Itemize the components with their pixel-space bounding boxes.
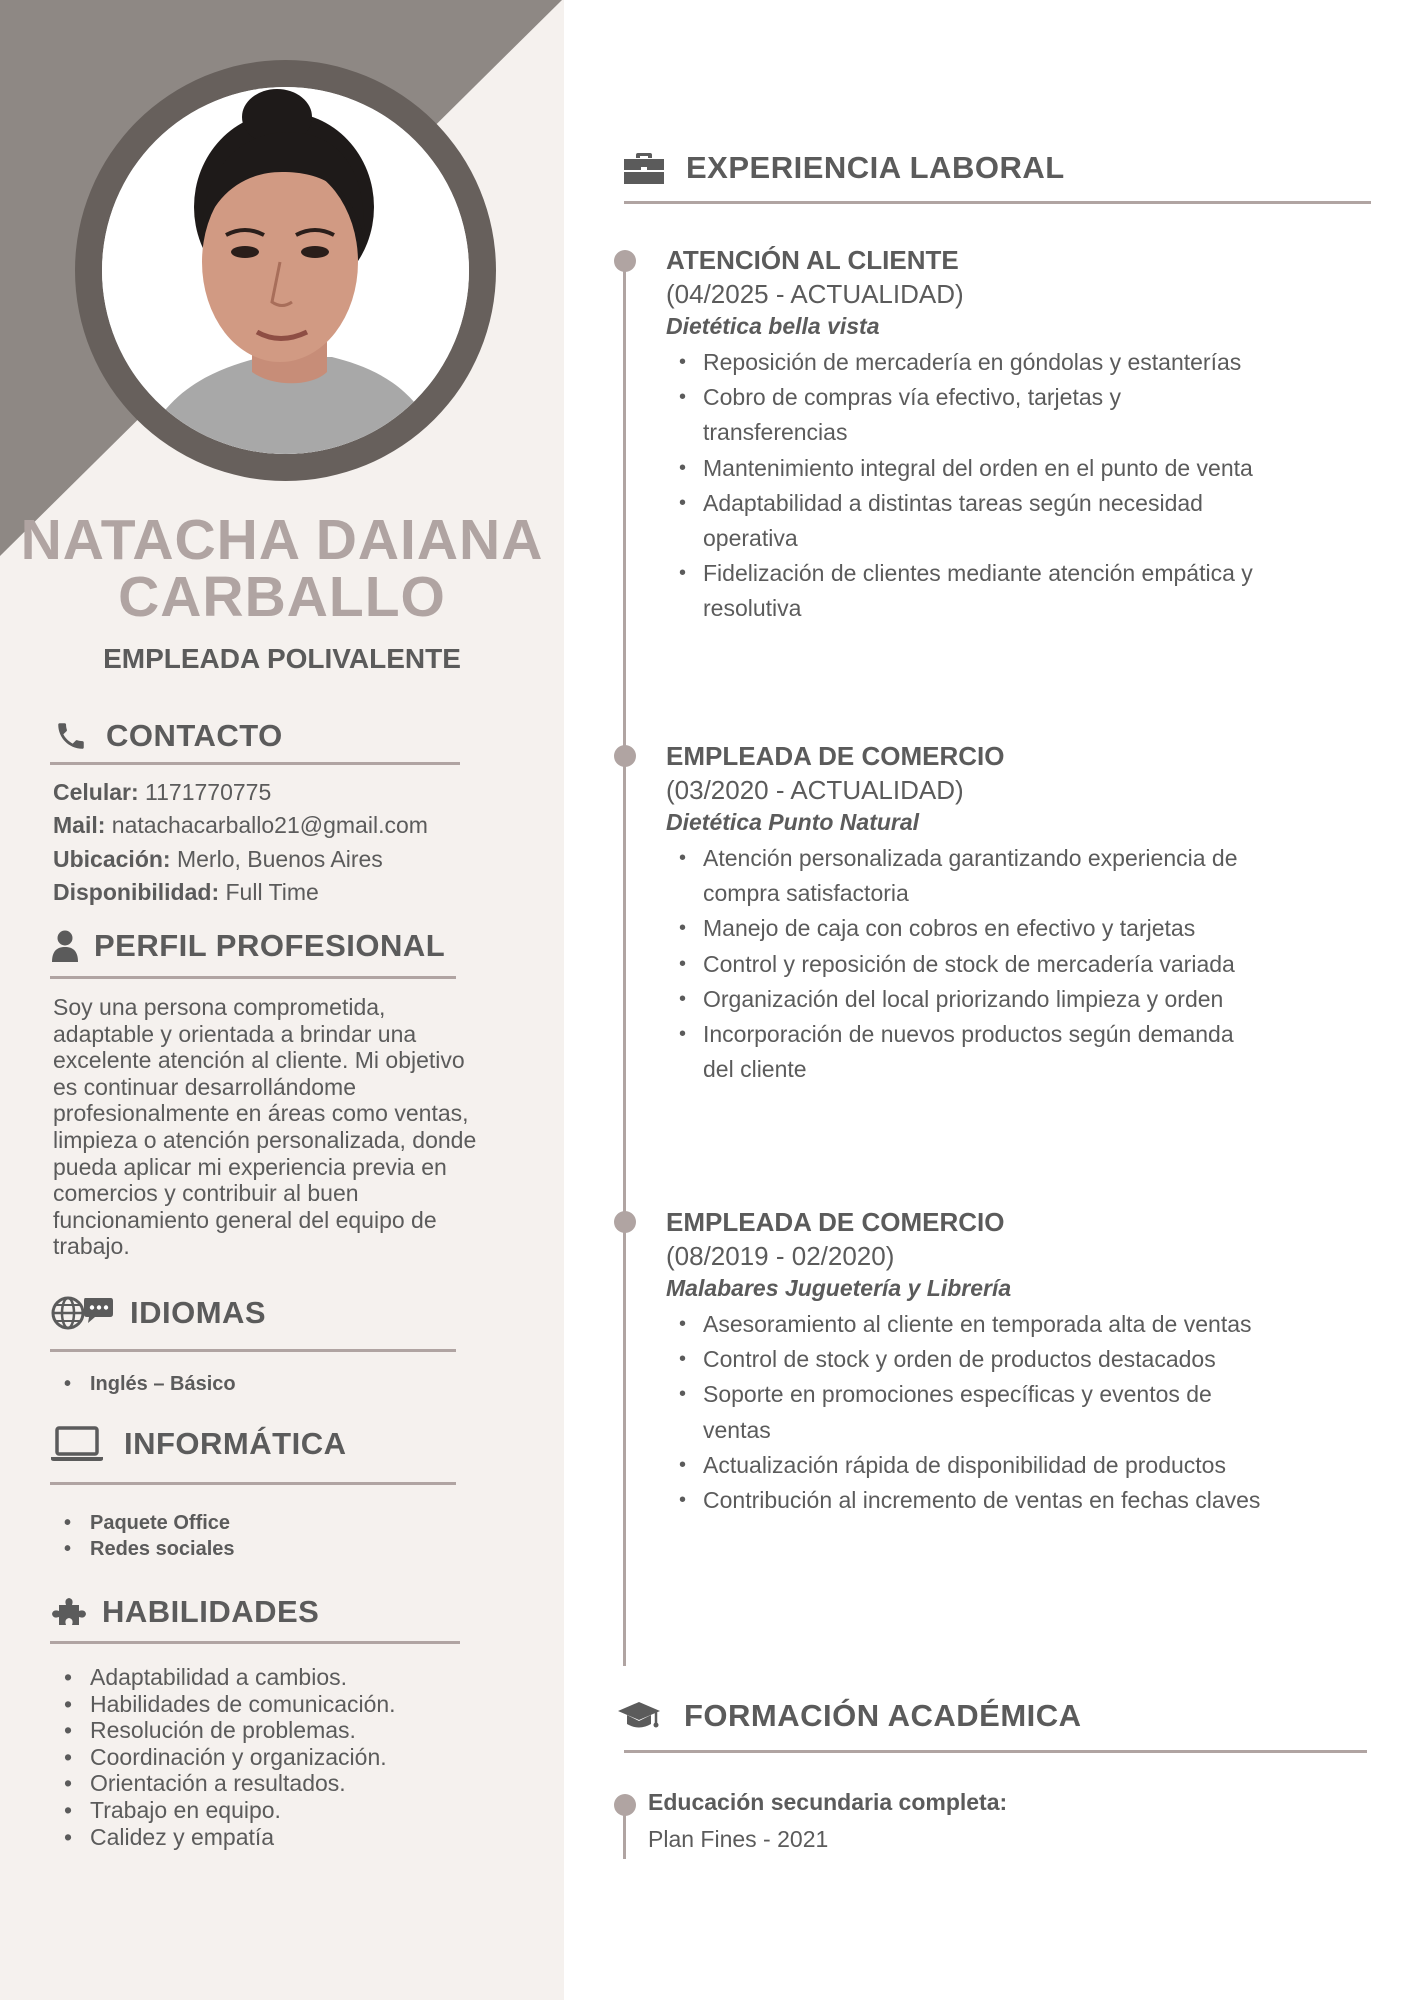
job-entry (666, 1205, 1266, 1518)
location-value: Merlo, Buenos Aires (176, 846, 383, 872)
experience-divider (624, 201, 1371, 204)
graduation-cap-icon (618, 1700, 660, 1732)
languages-title: IDIOMAS (130, 1295, 267, 1330)
contact-divider (50, 762, 460, 765)
laptop-icon (50, 1426, 104, 1462)
languages-heading (50, 1295, 460, 1331)
job-bullet: • Fidelización de clientes mediante atención empática y resolutiva (666, 556, 1266, 626)
job-bullet: • Soporte en promociones específicas y eventos de ventas (666, 1377, 1266, 1447)
job-entry (666, 243, 1266, 627)
job-dates: (03/2020 - ACTUALIDAD) (666, 775, 964, 805)
contact-phone (53, 779, 271, 806)
language-item: • Inglés – Básico (60, 1371, 236, 1397)
experience-heading (624, 150, 1065, 186)
job-bullet: • Asesoramiento al cliente en temporada alta de ventas (666, 1307, 1266, 1342)
location-label: Ubicación: (53, 846, 171, 872)
skill-item: • Trabajo en equipo. (60, 1797, 396, 1824)
contact-heading (50, 718, 460, 754)
briefcase-icon (624, 151, 664, 185)
skill-item: • Coordinación y organización. (60, 1744, 396, 1771)
job-bullet: • Control y reposición de stock de mercadería variada (666, 947, 1266, 982)
phone-label: Celular: (53, 779, 139, 805)
job-bullet: • Organización del local priorizando limpieza y orden (666, 982, 1266, 1017)
portrait-illustration (102, 87, 469, 454)
name-line-1: NATACHA DAIANA (20, 508, 544, 572)
contact-availability (53, 879, 319, 906)
computing-list (60, 1510, 235, 1562)
job-bullet: • Mantenimiento integral del orden en el punto de venta (666, 451, 1266, 486)
puzzle-icon (50, 1594, 92, 1630)
timeline-dot (614, 250, 636, 272)
globe-chat-icon (50, 1295, 114, 1331)
computing-item: • Paquete Office (60, 1510, 235, 1536)
job-bullets (666, 345, 1266, 627)
job-bullets (666, 841, 1266, 1087)
job-company: Dietética bella vista (666, 313, 880, 339)
job-bullet: • Control de stock y orden de productos destacados (666, 1342, 1266, 1377)
avatar (102, 87, 469, 454)
computing-heading (50, 1426, 460, 1462)
computing-item: • Redes sociales (60, 1536, 235, 1562)
skill-item: • Habilidades de comunicación. (60, 1691, 396, 1718)
job-bullet: • Manejo de caja con cobros en efectivo y tarjetas (666, 911, 1266, 946)
phone-icon (50, 718, 92, 754)
job-bullet: • Contribución al incremento de ventas en fechas claves (666, 1483, 1266, 1518)
contact-mail (53, 812, 428, 839)
job-bullet: • Atención personalizada garantizando experiencia de compra satisfactoria (666, 841, 1266, 911)
job-bullet: • Incorporación de nuevos productos según demanda del cliente (666, 1017, 1266, 1087)
full-name (0, 508, 564, 629)
job-dates: (08/2019 - 02/2020) (666, 1241, 895, 1271)
job-bullet: • Adaptabilidad a distintas tareas según necesidad operativa (666, 486, 1266, 556)
job-company: Malabares Juguetería y Librería (666, 1275, 1012, 1301)
skill-item: • Adaptabilidad a cambios. (60, 1664, 396, 1691)
experience-timeline (623, 256, 626, 1666)
skills-divider (50, 1641, 460, 1644)
timeline-dot (614, 1794, 636, 1816)
availability-value: Full Time (225, 879, 319, 905)
timeline-dot (614, 745, 636, 767)
job-title: EMPLEADA DE COMERCIO (666, 1207, 1005, 1237)
languages-list (60, 1371, 236, 1397)
skills-list (60, 1664, 396, 1850)
job-title: ATENCIÓN AL CLIENTE (666, 245, 959, 275)
profile-text: Soy una persona comprometida, adaptable y orientada a brindar una excelente atención al cliente. Mi objetivo es continuar desarrollándome profesionalmente en áreas como ventas, limpieza o atención personalizada, donde pueda aplicar mi experiencia previa en comercios y contribuir al buen funcionamiento general del equipo de trabajo. (53, 994, 477, 1260)
job-entry (666, 739, 1266, 1087)
job-bullets (666, 1307, 1266, 1518)
sidebar (0, 0, 564, 2000)
computing-title: INFORMÁTICA (124, 1426, 347, 1461)
skill-item: • Calidez y empatía (60, 1824, 396, 1851)
profile-heading (50, 928, 460, 964)
education-detail: Plan Fines - 2021 (648, 1826, 829, 1852)
experience-title: EXPERIENCIA LABORAL (686, 150, 1065, 185)
user-icon (50, 928, 80, 964)
profile-title: PERFIL PROFESIONAL (94, 928, 446, 963)
profile-divider (50, 976, 456, 979)
job-bullet: • Reposición de mercadería en góndolas y estanterías (666, 345, 1266, 380)
skill-item: • Resolución de problemas. (60, 1717, 396, 1744)
mail-label: Mail: (53, 812, 106, 838)
contact-title: CONTACTO (106, 718, 283, 753)
phone-value: 1171770775 (145, 779, 272, 805)
availability-label: Disponibilidad: (53, 879, 220, 905)
job-role: EMPLEADA POLIVALENTE (103, 643, 461, 674)
skills-heading (50, 1594, 460, 1630)
education-divider (624, 1750, 1367, 1753)
timeline-dot (614, 1211, 636, 1233)
computing-divider (50, 1482, 456, 1485)
contact-location (53, 846, 383, 873)
languages-divider (50, 1349, 456, 1352)
job-company: Dietética Punto Natural (666, 809, 920, 835)
job-bullet: • Actualización rápida de disponibilidad de productos (666, 1448, 1266, 1483)
job-title: EMPLEADA DE COMERCIO (666, 741, 1005, 771)
name-line-2: CARBALLO (118, 565, 446, 629)
job-dates: (04/2025 - ACTUALIDAD) (666, 279, 964, 309)
skills-title: HABILIDADES (102, 1594, 320, 1629)
education-title: FORMACIÓN ACADÉMICA (684, 1698, 1082, 1733)
education-heading (618, 1698, 1082, 1734)
job-bullet: • Cobro de compras vía efectivo, tarjetas y transferencias (666, 380, 1266, 450)
skill-item: • Orientación a resultados. (60, 1770, 396, 1797)
mail-value: natachacarballo21@gmail.com (111, 812, 428, 838)
education-degree: Educación secundaria completa: (648, 1789, 1008, 1815)
